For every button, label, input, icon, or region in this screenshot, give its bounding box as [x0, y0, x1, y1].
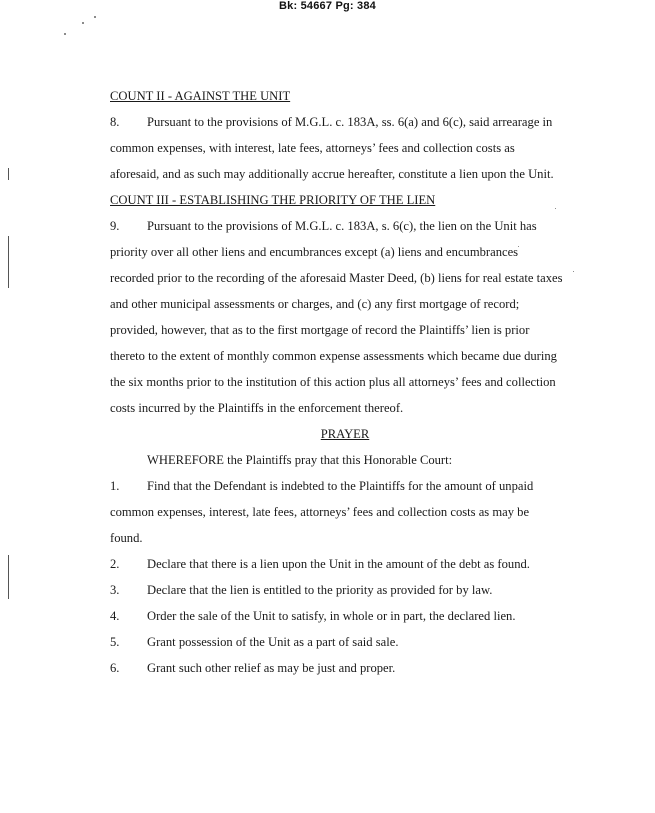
scan-speck — [82, 22, 84, 24]
margin-mark — [8, 168, 9, 180]
paragraph-8-line-2: common expenses, with interest, late fees, attorneys’ fees and collection costs as — [110, 141, 515, 155]
prayer-item-line — [110, 551, 580, 577]
paragraph-9-line-5: provided, however, that as to the first mortgage of record the Plaintiffs’ lien is prior — [110, 323, 530, 337]
paragraph-number: 8. — [110, 115, 120, 129]
prayer-item-text: Declare that the lien is entitled to the priority as provided for by law. — [147, 583, 493, 597]
prayer-item-text: Grant such other relief as may be just and proper. — [147, 661, 396, 675]
paragraph-9-line-3: recorded prior to the recording of the aforesaid Master Deed, (b) liens for real estate taxes — [110, 271, 563, 285]
prayer-heading-text: PRAYER — [320, 427, 370, 441]
prayer-item-6 — [110, 655, 580, 681]
prayer-item-text: Order the sale of the Unit to satisfy, in whole or in part, the declared lien. — [147, 609, 516, 623]
paragraph-9-line-8: costs incurred by the Plaintiffs in the enforcement thereof. — [110, 401, 404, 415]
prayer-item-4 — [110, 603, 580, 629]
margin-mark — [8, 236, 9, 288]
prayer-item-line — [110, 655, 580, 681]
prayer-item-number: 6. — [110, 661, 120, 675]
prayer-item-text: Find that the Defendant is indebted to the Plaintiffs for the amount of unpaid — [147, 479, 534, 493]
paragraph-9-line-6: thereto to the extent of monthly common expense assessments which became due during — [110, 349, 557, 363]
prayer-item-number: 2. — [110, 557, 120, 571]
prayer-item-number: 5. — [110, 635, 120, 649]
prayer-item-line — [110, 603, 580, 629]
prayer-item-line — [110, 473, 580, 499]
prayer-item-3 — [110, 577, 580, 603]
prayer-intro: WHEREFORE the Plaintiffs pray that this Honorable Court: — [147, 453, 453, 467]
scan-speck — [94, 16, 96, 18]
book-page-stamp: Bk: 54667 Pg: 384 — [279, 0, 376, 12]
prayer-heading — [110, 421, 580, 447]
paragraph-8 — [110, 109, 580, 187]
paragraph-9-line-1 — [110, 213, 580, 239]
prayer-item-number: 4. — [110, 609, 120, 623]
paragraph-8-line-1 — [110, 109, 580, 135]
prayer-item-text: Grant possession of the Unit as a part of said sale. — [147, 635, 399, 649]
count-3-heading: COUNT III - ESTABLISHING THE PRIORITY OF THE LIEN — [110, 193, 436, 207]
paragraph-text: Pursuant to the provisions of M.G.L. c. 183A, ss. 6(a) and 6(c), said arrearage in — [147, 115, 553, 129]
prayer-item-number: 3. — [110, 583, 120, 597]
prayer-item-line: common expenses, interest, late fees, attorneys’ fees and collection costs as may be — [110, 505, 530, 519]
prayer-item-number: 1. — [110, 479, 120, 493]
count-2-heading: COUNT II - AGAINST THE UNIT — [110, 89, 291, 103]
prayer-item-5 — [110, 629, 580, 655]
prayer-item-line — [110, 629, 580, 655]
paragraph-9-line-4: and other municipal assessments or charges, and (c) any first mortgage of record; — [110, 297, 520, 311]
paragraph-9-line-2: priority over all other liens and encumbrances except (a) liens and encumbrances — [110, 245, 519, 259]
prayer-item-line: found. — [110, 531, 143, 545]
margin-mark — [8, 555, 9, 599]
paragraph-8-line-3: aforesaid, and as such may additionally accrue hereafter, constitute a lien upon the Unit. — [110, 167, 554, 181]
paragraph-9-line-7: the six months prior to the institution of this action plus all attorneys’ fees and collection — [110, 375, 556, 389]
paragraph-text: Pursuant to the provisions of M.G.L. c. 183A, s. 6(c), the lien on the Unit has — [147, 219, 537, 233]
paragraph-number: 9. — [110, 219, 120, 233]
paragraph-9 — [110, 213, 580, 421]
prayer-item-line — [110, 577, 580, 603]
scan-speck — [64, 33, 66, 35]
prayer-item-1 — [110, 473, 580, 551]
document-body — [110, 83, 580, 681]
prayer-item-2 — [110, 551, 580, 577]
prayer-item-text: Declare that there is a lien upon the Unit in the amount of the debt as found. — [147, 557, 530, 571]
